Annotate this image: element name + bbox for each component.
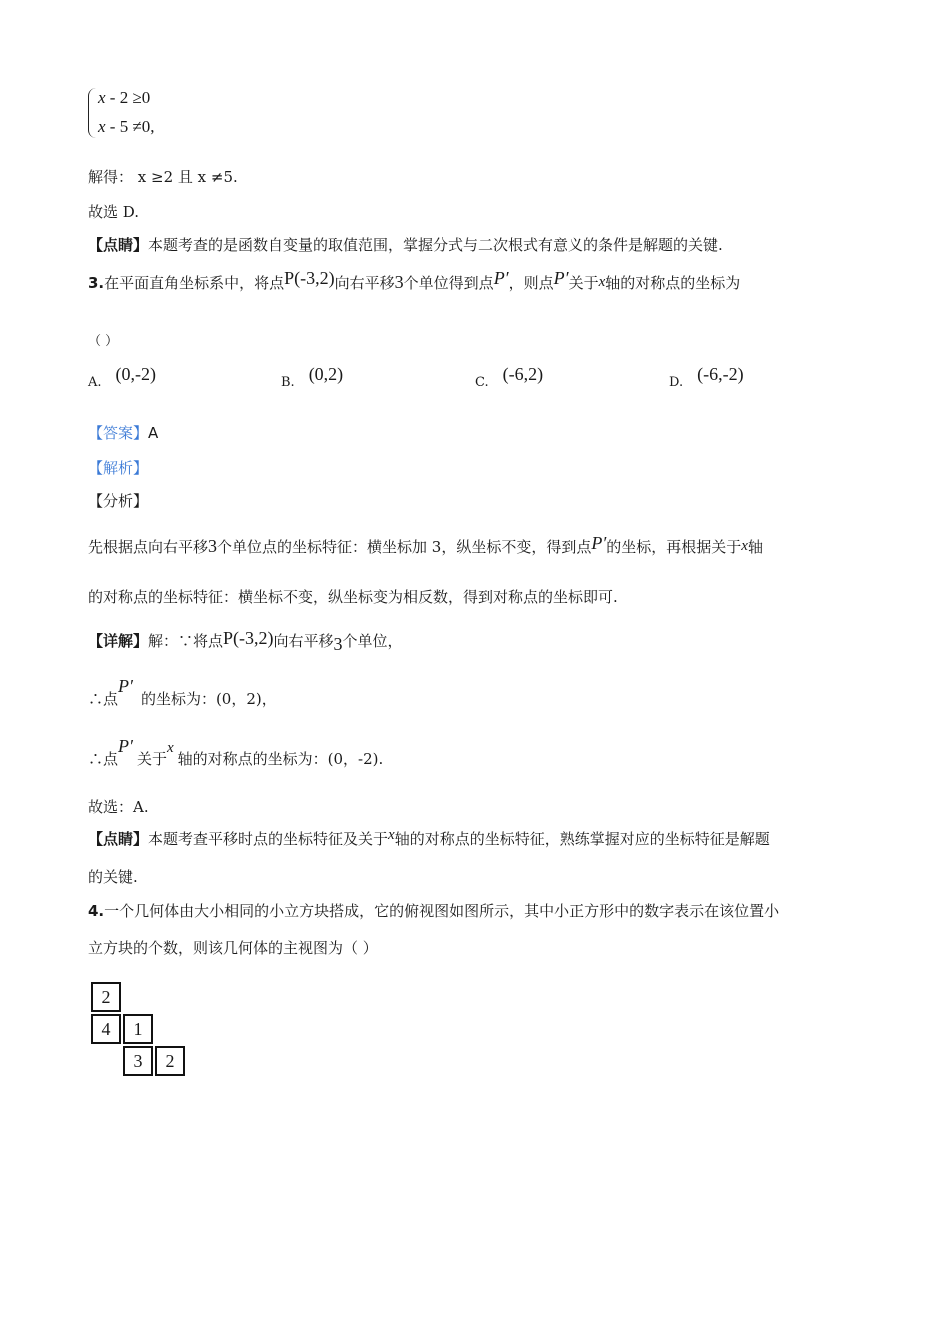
note-prev: 【点睛】本题考查的是函数自变量的取值范围，掌握分式与二次根式有意义的条件是解题的关键. bbox=[88, 236, 723, 254]
choose-d: 故选 D. bbox=[88, 203, 140, 221]
analysis-line-1: 先根据点向右平移3个单位点的坐标特征：横坐标加 3，纵坐标不变，得到点P′的坐标，再根据关于x轴 bbox=[88, 533, 763, 556]
fenxi-tag: 【分析】 bbox=[88, 492, 149, 510]
detail-line-3: ∴点P′关于x轴的对称点的坐标为：(0，-2). bbox=[88, 736, 384, 768]
option-a[interactable]: A. (0,-2) bbox=[88, 364, 157, 390]
grid-cell: 1 bbox=[123, 1014, 153, 1044]
choose-a: 故选：A. bbox=[88, 798, 149, 816]
q4-stem-line-2: 立方块的个数，则该几何体的主视图为（ ） bbox=[88, 939, 378, 957]
grid-cell: 2 bbox=[155, 1046, 185, 1076]
detail-line-1: 【详解】解：∵将点P(-3,2)向右平移3个单位， bbox=[88, 628, 403, 654]
note-line-2: 的关键. bbox=[88, 868, 138, 886]
grid-cell: 2 bbox=[91, 982, 121, 1012]
option-d[interactable]: D. (-6,-2) bbox=[669, 364, 744, 390]
answer-line: 【答案】A bbox=[88, 424, 159, 442]
grid-cell: 3 bbox=[123, 1046, 153, 1076]
system-line-2: x - 5 ≠0, bbox=[98, 117, 155, 136]
q4-stem-line-1: 4.一个几何体由大小相同的小立方块搭成，它的俯视图如图所示，其中小正方形中的数字表示在该位置小 bbox=[88, 902, 780, 920]
top-view-grid bbox=[91, 982, 191, 1082]
option-c[interactable]: C. (-6,2) bbox=[475, 364, 544, 390]
q3-stem-line-1: 3.在平面直角坐标系中，将点P(-3,2)向右平移3个单位得到点P′，则点P′关于x轴的对称点的坐标为 bbox=[88, 268, 741, 292]
option-b[interactable]: B. (0,2) bbox=[281, 364, 344, 390]
analysis-line-2: 的对称点的坐标特征：横坐标不变，纵坐标变为相反数，得到对称点的坐标即可. bbox=[88, 588, 618, 606]
point-p: P(-3,2) bbox=[284, 268, 335, 288]
solve-line: 解得： x ≥2 且 x ≠5. bbox=[88, 168, 238, 186]
grid-cell: 4 bbox=[91, 1014, 121, 1044]
note-line-1: 【点睛】本题考查平移时点的坐标特征及关于x轴的对称点的坐标特征，熟练掌握对应的坐标特征是解题 bbox=[88, 827, 770, 848]
system-line-1: x - 2 ≥0 bbox=[98, 88, 151, 107]
q3-paren: （ ） bbox=[88, 334, 119, 349]
jiexi-tag: 【解析】 bbox=[88, 459, 149, 477]
detail-line-2: ∴点P′的坐标为：(0，2)， bbox=[88, 676, 277, 708]
